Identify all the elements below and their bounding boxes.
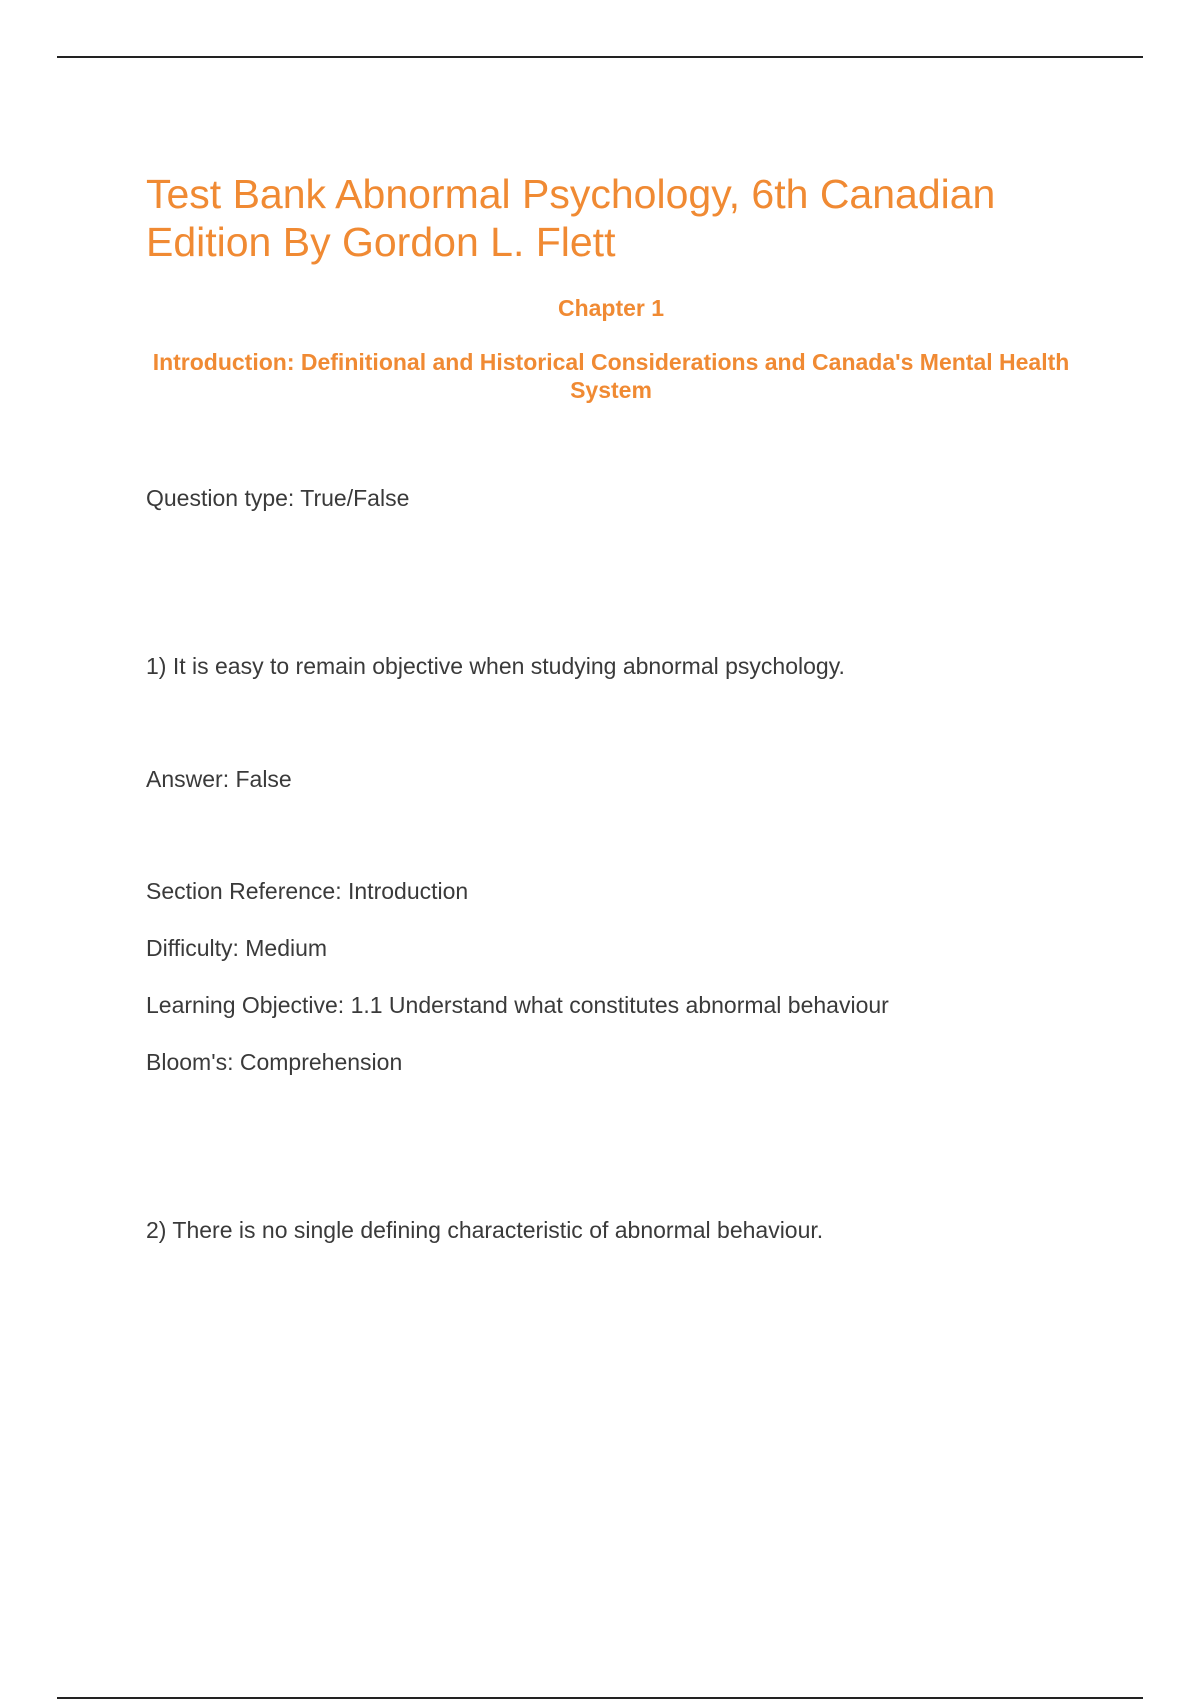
question-1-difficulty: Difficulty: Medium: [146, 935, 328, 961]
page-content: [146, 170, 1076, 1244]
footer-rule: [57, 1697, 1143, 1699]
chapter-title: Introduction: Definitional and Historical Considerations and Canada's Mental Health System: [152, 349, 1070, 403]
question-1-blooms: Bloom's: Comprehension: [146, 1049, 403, 1075]
header-rule: [57, 56, 1143, 58]
question-1-section-reference: Section Reference: Introduction: [146, 878, 469, 904]
question-1-answer: Answer: False: [146, 766, 292, 792]
question-1-text: 1) It is easy to remain objective when studying abnormal psychology.: [146, 653, 845, 679]
question-type: Question type: True/False: [146, 485, 410, 511]
document-title: Test Bank Abnormal Psychology, 6th Canadian Edition By Gordon L. Flett: [146, 171, 996, 265]
question-1-learning-objective: Learning Objective: 1.1 Understand what constitutes abnormal behaviour: [146, 992, 889, 1018]
question-2-text: 2) There is no single defining characteristic of abnormal behaviour.: [146, 1217, 824, 1243]
chapter-label: Chapter 1: [557, 295, 665, 321]
